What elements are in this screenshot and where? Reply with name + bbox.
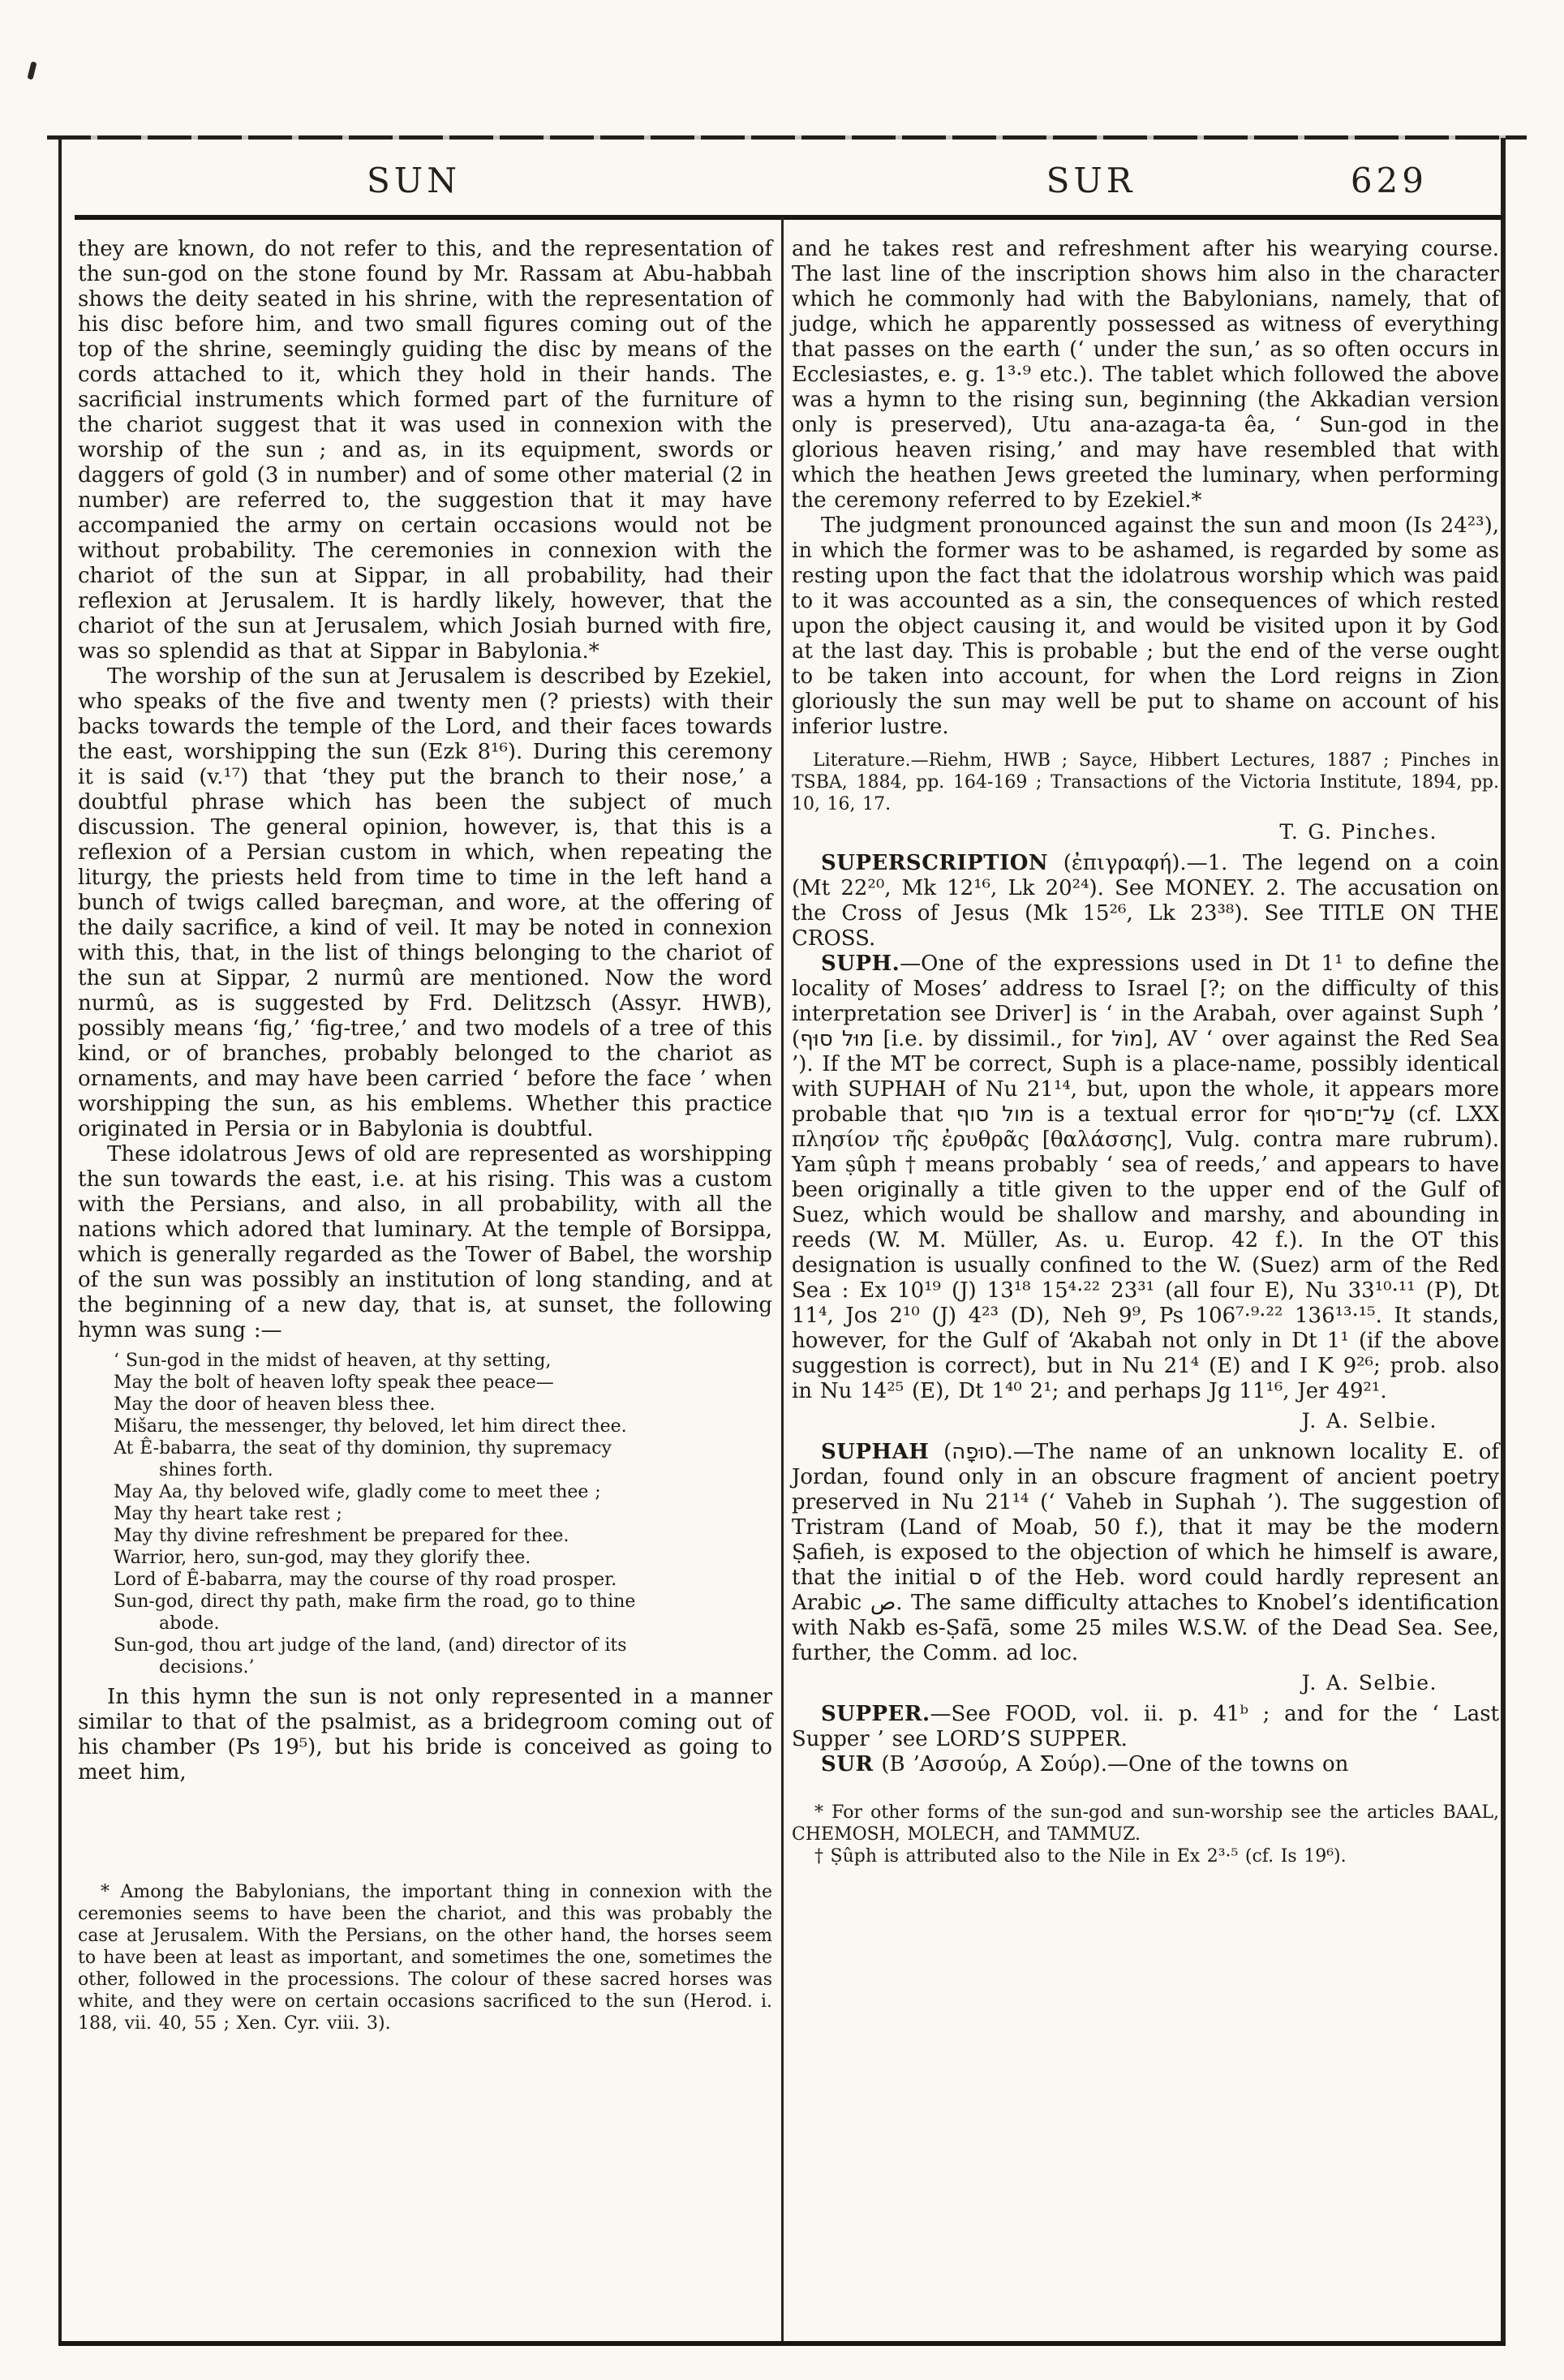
- header-rule: [75, 215, 1502, 220]
- hymn-line: Sun-god, direct thy path, make firm the road, go to thine: [114, 1592, 636, 1612]
- entry-sur: [792, 1752, 1499, 1777]
- entry-text: —See FOOD, vol. ii. p. 41ᵇ ; and for the ‘ Last Supper ’ see LORD’S SUPPER.: [792, 1702, 1499, 1751]
- entry-headword: SUR: [821, 1752, 874, 1776]
- literature-note: Literature.—Riehm, HWB ; Sayce, Hibbert Lectures, 1887 ; Pinches in TSBA, 1884, pp. 164-169 ; Transactions of the Victoria Institute, 1894, pp. 10, 16, 17.: [792, 750, 1499, 814]
- hymn-line: Warrior, hero, sun-god, may they glorify thee.: [114, 1548, 531, 1568]
- author-signature-pinches: T. G. Pinches.: [1279, 820, 1437, 844]
- running-head-left: SUN: [367, 161, 461, 200]
- left-column: [78, 237, 772, 2034]
- entry-headword: SUPPER.: [821, 1702, 930, 1726]
- running-head-right: SUR: [1046, 161, 1136, 200]
- sun-article-paragraph: In this hymn the sun is not only represented in a manner similar to that of the psalmist, as a bridegroom coming out of his chamber (Ps 19⁵), but his bride is conceived as going to meet him,: [78, 1685, 772, 1785]
- page-bottom-rule: [58, 2341, 1506, 2346]
- hymn-line: Lord of Ê-babarra, may the course of thy road prosper.: [114, 1570, 617, 1590]
- sun-article-paragraph: they are known, do not refer to this, and the representation of the sun-god on the stone found by Mr. Rassam at Abu-habbah shows the deity seated in his shrine, with the representation of his disc before him, and two small figures coming out of the top of the shrine, seemingly guiding the disc by means of the cords attached to it, which they hold in their hands. The sacrificial instruments which formed part of the furniture of the chariot suggest that it was used in connexion with the worship of the sun ; and as, in its equipment, swords or daggers of gold (3 in number) and of some other material (2 in number) are referred to, the suggestion that it may have accompanied the army on certain occasions would not be without probability. The ceremonies in connexion with the chariot of the sun at Sippar, in all probability, had their reflexion at Jerusalem. It is hardly likely, however, that the chariot of the sun at Jerusalem, which Josiah burned with fire, was so splendid as that at Sippar in Babylonia.*: [78, 237, 772, 664]
- entry-text: (B ’Ασσούρ, A Σούρ).—One of the towns on: [873, 1752, 1349, 1776]
- hymn-line: May Aa, thy beloved wife, gladly come to meet thee ;: [114, 1482, 601, 1502]
- page-top-rule: [47, 135, 1527, 140]
- entry-text: (ἐπιγραφή).—1. The legend on a coin (Mt 22²⁰, Mk 12¹⁶, Lk 20²⁴). See MONEY. 2. The accusation on the Cross of Jesus (Mk 15²⁶, Lk 23³⁸). See TITLE ON THE CROSS.: [792, 851, 1499, 951]
- entry-headword: SUPERSCRIPTION: [821, 851, 1049, 875]
- hymn-block: [78, 1350, 772, 1678]
- hymn-line-continuation: decisions.’: [159, 1657, 255, 1678]
- right-column: [792, 237, 1499, 1867]
- page-number: 629: [1350, 161, 1428, 200]
- hymn-line: Sun-god, thou art judge of the land, (and) director of its: [114, 1635, 627, 1656]
- sun-article-paragraph: The worship of the sun at Jerusalem is described by Ezekiel, who speaks of the five and twenty men (? priests) with their backs towards the temple of the Lord, and their faces towards the east, worshipping the sun (Ezk 8¹⁶). During this ceremony it is said (v.¹⁷) that ‘they put the branch to their nose,’ a doubtful phrase which has been the subject of much discussion. The general opinion, however, is, that this is a reflexion of a Persian custom in which, when repeating the liturgy, the priests held from time to time in the left hand a bunch of twigs called bareçman, and wore, at the offering of the daily sacrifice, a kind of veil. It may be noted in connexion with this, that, in the list of things belonging to the chariot of the sun at Sippar, 2 nurmû are mentioned. Now the word nurmû, as is suggested by Frd. Delitzsch (Assyr. HWB), possibly means ‘fig,’ ‘fig-tree,’ and two models of a tree of this kind, or of branches, probably belonged to the chariot as ornaments, and may have been carried ‘ before the face ’ when worshipping the sun, as his emblems. Whether this practice originated in Persia or in Babylonia is doubtful.: [78, 664, 772, 1141]
- sun-article-paragraph: and he takes rest and refreshment after his wearying course. The last line of the inscription shows him also in the character which he commonly had with the Babylonians, namely, that of judge, which he apparently possessed as witness of everything that passes on the earth (‘ under the sun,’ as so often occurs in Ecclesiastes, e. g. 1³·⁹ etc.). The tablet which followed the above was a hymn to the rising sun, beginning (the Akkadian version only is preserved), Utu ana-azaga-ta êa, ‘ Sun-god in the glorious heaven rising,’ and may have resembled that with which the heathen Jews greeted the luminary, when performing the ceremony referred to by Ezekiel.*: [792, 237, 1499, 513]
- entry-supper: [792, 1702, 1499, 1752]
- author-signature-selbie: J. A. Selbie.: [1301, 1671, 1437, 1695]
- hymn-line: May the door of heaven bless thee.: [114, 1394, 436, 1415]
- hymn-line-continuation: abode.: [159, 1613, 220, 1634]
- hymn-line: At Ê-babarra, the seat of thy dominion, thy supremacy: [114, 1438, 612, 1459]
- entry-text: —One of the expressions used in Dt 1¹ to define the locality of Moses’ address to Israel [?; on the difficulty of this interpretation see Driver] is ‘ in the Arabah, over against Suph ’ (מוּל סוּף [i.e. by dissimil., for מוֹל], AV ‘ over against the Red Sea ’). If the MT be correct, Suph is a place-name, possibly identical with SUPHAH of Nu 21¹⁴, but, upon the whole, it appears more probable that מול סוף is a textual error for עַל־יַם־סוּף (cf. LXX πλησίον τῆς ἐρυθρᾶς [θαλάσσης], Vulg. contra mare rubrum). Yam ṣûph † means probably ‘ sea of reeds,’ and appears to have been originally a title given to the upper end of the Gulf of Suez, which would be shallow and marshy, and abounding in reeds (W. M. Müller, As. u. Europ. 42 f.). In the OT this designation is usually confined to the W. (Suez) arm of the Red Sea : Ex 10¹⁹ (J) 13¹⁸ 15⁴·²² 23³¹ (all four E), Nu 33¹⁰·¹¹ (P), Dt 11⁴, Jos 2¹⁰ (J) 4²³ (D), Neh 9⁹, Ps 106⁷·⁹·²² 136¹³·¹⁵. It stands, however, for the Gulf of ‘Akabah not only in Dt 1¹ (if the above suggestion is correct), but in Nu 21⁴ (E) and I K 9²⁶; prob. also in Nu 14²⁵ (E), Dt 1⁴⁰ 2¹; and perhaps Jg 11¹⁶, Jer 49²¹.: [792, 952, 1499, 1403]
- hymn-line: May thy heart take rest ;: [114, 1504, 342, 1524]
- hymn-line: May thy divine refreshment be prepared for thee.: [114, 1526, 569, 1546]
- sun-article-paragraph: These idolatrous Jews of old are represented as worshipping the sun towards the east, i.e. at his rising. This was a custom with the Persians, and also, in all probability, with all the nations which adored that luminary. At the temple of Borsippa, which is generally regarded as the Tower of Babel, the worship of the sun was possibly an institution of long standing, and at the beginning of a new day, that is, at sunset, the following hymn was sung :—: [78, 1142, 772, 1343]
- hymn-line: May the bolt of heaven lofty speak thee peace—: [114, 1373, 554, 1393]
- entry-suphah: [792, 1440, 1499, 1666]
- author-signature-selbie: J. A. Selbie.: [1301, 1409, 1437, 1433]
- entry-headword: SUPHAH: [821, 1440, 930, 1464]
- column-divider: [781, 217, 784, 2341]
- footnote-suph-nile: † Ṣûph is attributed also to the Nile in Ex 2³·⁵ (cf. Is 19⁶).: [814, 1846, 1347, 1867]
- hymn-line: ‘ Sun-god in the midst of heaven, at thy setting,: [114, 1351, 552, 1371]
- page-right-border: [1501, 138, 1506, 2346]
- footnote-sun-worship: * For other forms of the sun-god and sun-worship see the articles BAAL, CHEMOSH, MOLECH, and TAMMUZ.: [792, 1802, 1499, 1845]
- sun-article-paragraph: The judgment pronounced against the sun and moon (Is 24²³), in which the former was to be ashamed, is regarded by some as resting upon the fact that the idolatrous worship which was paid to it was accounted as a sin, the consequences of which rested upon the object causing it, and would be visited upon it by God at the last day. This is probable ; but the end of the verse ought to be taken into account, for when the Lord reigns in Zion gloriously the sun may well be put to shame on account of his inferior lustre.: [792, 513, 1499, 739]
- hymn-line-continuation: shines forth.: [159, 1460, 273, 1480]
- entry-headword: SUPH.: [821, 952, 900, 976]
- entry-superscription: [792, 851, 1499, 952]
- entry-text: (סוּפָה).—The name of an unknown locality E. of Jordan, found only in an obscure fragment of ancient poetry preserved in Nu 21¹⁴ (‘ Vaheb in Suphah ’). The suggestion of Tristram (Land of Moab, 50 f.), that it may be the modern Ṣafieh, is exposed to the objection of which he himself is aware, that the initial ס of the Heb. word could hardly represent an Arabic ص. The same difficulty attaches to Knobel’s identification with Nakb es-Ṣafā, some 25 miles W.S.W. of the Dead Sea. See, further, the Comm. ad loc.: [792, 1440, 1500, 1665]
- page-left-border: [58, 138, 62, 2346]
- ink-speck: [27, 61, 37, 79]
- entry-suph: [792, 952, 1499, 1404]
- hymn-line: Mišaru, the messenger, thy beloved, let him direct thee.: [114, 1416, 627, 1437]
- footnote-babylonians: * Among the Babylonians, the important thing in connexion with the ceremonies seems to have been the chariot, and this was probably the case at Jerusalem. With the Persians, on the other hand, the horses seem to have been at least as important, and sometimes the one, sometimes the other, followed in the processions. The colour of these sacred horses was white, and they were on certain occasions sacrificed to the sun (Herod. i. 188, vii. 40, 55 ; Xen. Cyr. viii. 3).: [78, 1882, 772, 2034]
